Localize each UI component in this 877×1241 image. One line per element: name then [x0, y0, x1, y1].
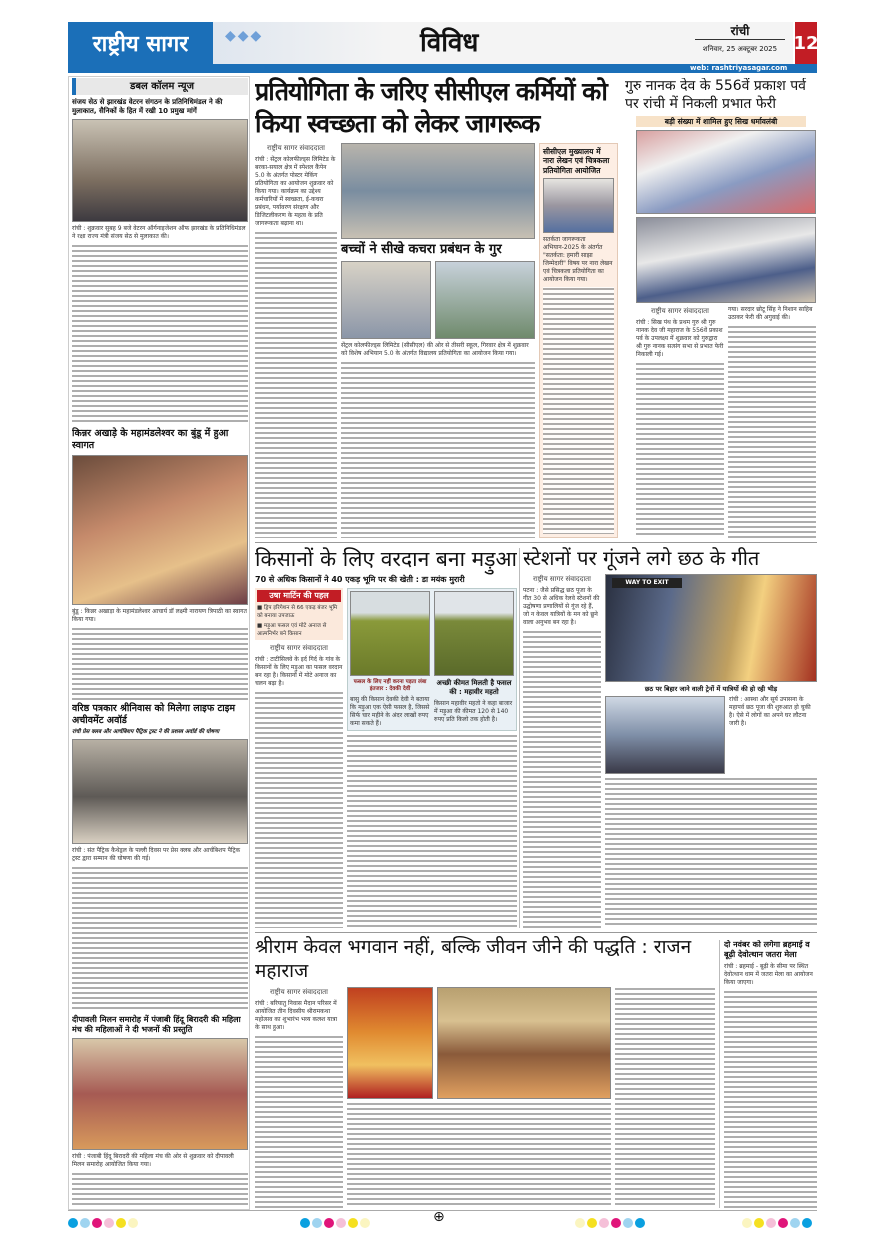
- story-body: [72, 627, 248, 700]
- light-yellow-dot: [742, 1218, 752, 1228]
- story-body: [72, 244, 248, 426]
- usha-martin-item: ■ ड्रिप इरिगेशन से 66 एकड़ बंजर भूमि को बनाया उपजाऊ: [257, 605, 338, 619]
- story-body: [728, 325, 816, 538]
- byline: राष्ट्रीय सागर संवाददाता: [267, 144, 325, 152]
- divider: [255, 932, 817, 933]
- station-photo: [605, 574, 817, 682]
- cyan-dot: [300, 1218, 310, 1228]
- section-title: विविध: [420, 28, 479, 58]
- chhath-box-row: [605, 696, 817, 774]
- kalash-yatra-photo: [437, 987, 611, 1099]
- chhath-headline: स्टेशनों पर गूंजने लगे छठ के गीत: [523, 546, 760, 570]
- rajan-maharaj-photo: [347, 987, 433, 1099]
- farmer-woman-photo: [350, 591, 430, 676]
- light-yellow-dot: [360, 1218, 370, 1228]
- procession-photo: [636, 130, 816, 214]
- story-lead: रांची : शुक्रवार सुबह 9 बजे वेटरन ऑर्गनाइजेशन ऑफ झारखंड के प्रतिनिधिमंडल ने रक्षा राज्य मंत्री संजय सेठ से मुलाकात की।: [72, 224, 246, 240]
- divider: [719, 940, 720, 1208]
- byline: राष्ट्रीय सागर संवाददाता: [533, 575, 591, 583]
- prakash-parv-columns: [636, 306, 817, 538]
- color-registration-dots: [68, 1213, 140, 1232]
- divider: [255, 542, 817, 543]
- chhath-text-column: [523, 574, 601, 928]
- center-photo-column: [341, 143, 535, 538]
- sub-lead: सेंट्रल कोलफील्ड्स लिमिटेड (सीसीएल) की ओर से तीसरी स्कूल, गिरवार क्षेत्र में शुक्रवार को विशेष अभियान 5.0 के अंतर्गत विद्यालय प्रतियोगिता का आयोजन किया गया।: [341, 342, 529, 358]
- light-magenta-dot: [599, 1218, 609, 1228]
- cyan-dot: [802, 1218, 812, 1228]
- color-registration-dots: [742, 1213, 814, 1232]
- sub-headline: बच्चों ने सीखे कचरा प्रबंधन के गुर: [341, 242, 502, 257]
- color-registration-dots: [300, 1213, 372, 1232]
- fair-stack: [724, 940, 817, 1208]
- sidebar-lead: सतर्कता जागरूकता अभियान-2025 के अंतर्गत "सतर्कता: हमारी साझा जिम्मेदारी" विषय पर नारा लेखन एवं चित्रकला प्रतियोगिता का आयोजन किया गया।: [543, 236, 613, 284]
- left-column-stack: [72, 78, 248, 1208]
- color-registration-dots: [575, 1213, 647, 1232]
- main-headline: प्रतियोगिता के जरिए सीसीएल कर्मियों को किया स्वच्छता को लेकर जागरूक: [255, 77, 607, 138]
- photo-with-caption: [350, 591, 430, 728]
- center-top-stack: [255, 76, 618, 538]
- story-body: [72, 1172, 248, 1208]
- byline: राष्ट्रीय सागर संवाददाता: [270, 644, 328, 653]
- story-lead: रांची : सिख पंथ के प्रथम गुरु श्री गुरु नानक देव जी महाराज के 556वें प्रकाश पर्व के उपलक्ष्य में शुक्रवार को गुरुद्वारा श्री गुरु नानक सत्संग सभा से प्रभात फेरी निकाली गई।: [636, 319, 724, 359]
- light-cyan-dot: [623, 1218, 633, 1228]
- ramkatha-headline: श्रीराम केवल भगवान नहीं, बल्कि जीवन जीने की पद्धति : राजन महाराज: [255, 936, 692, 982]
- story-lead: बुंडू : किन्नर अखाड़ा के महामंडलेश्वर आचार्य डॉ लक्ष्मी नारायण त्रिपाठी का स्वागत किया गया।: [72, 607, 247, 623]
- chhath-columns: [523, 574, 817, 928]
- ccl-meeting-photo: [341, 143, 535, 239]
- usha-martin-title: उषा मार्टिन की पहल: [257, 590, 341, 602]
- farm-body-2: [347, 734, 517, 928]
- decorative-dots-icon: ◆◆◆: [225, 28, 264, 44]
- story-headline: किन्नर अखाड़े के महामंडलेश्वर का बुंडू में हुआ स्वागत: [72, 428, 229, 452]
- light-magenta-dot: [766, 1218, 776, 1228]
- ramkatha-lead: रांची : बरियातु निवास मैदान परिसर में आयोजित तीन दिवसीय श्रीरामकथा महोत्सव का शुभारंभ भव्य कलश यात्रा के साथ हुआ।: [255, 999, 338, 1031]
- ramkatha-photos: [347, 987, 611, 1099]
- light-yellow-dot: [575, 1218, 585, 1228]
- divider: [519, 548, 520, 928]
- yellow-dot: [348, 1218, 358, 1228]
- page-number: 12: [795, 22, 817, 64]
- train-crowd-photo: [605, 696, 725, 774]
- ramkatha-body-2: [347, 1102, 611, 1209]
- story-body: [72, 866, 248, 1011]
- farm-lead: रांची : टाटीसिलवे के इर्द गिर्द के गांव के किसानों के लिए मड़ुआ का फसल वरदान बन रहा है। किसानों में मोटे अनाज का चलन बढ़ा है।: [255, 656, 343, 688]
- magenta-dot: [778, 1218, 788, 1228]
- chhath-photo-column: [605, 574, 817, 928]
- story-lead: रांची : संत पैट्रिक कैथेड्रल के पल्ली दिवस पर प्रेस क्लब और आर्चबिशप पैट्रिक ट्रस्ट द्वारा सम्मान की घोषणा की गई।: [72, 847, 241, 863]
- caption-1: फसल के लिए नहीं करना पड़ता लंबा इंतजार : देवकी देवी: [353, 679, 427, 693]
- chhath-box-lead: रांची : आस्था और सूर्य उपासना के महापर्व छठ पूजा की शुरुआत हो चुकी है। ऐसे में लोगों का अपने घर लौटना जारी है।: [729, 696, 811, 728]
- ramkatha-stack: [255, 936, 715, 1208]
- procession-photo-2: [636, 217, 816, 303]
- edition-date: शनिवार, 25 अक्टूबर 2025: [702, 45, 778, 53]
- byline: राष्ट्रीय सागर संवाददाता: [270, 987, 328, 996]
- magenta-dot: [611, 1218, 621, 1228]
- light-yellow-dot: [128, 1218, 138, 1228]
- yellow-dot: [754, 1218, 764, 1228]
- story-body: [636, 362, 724, 538]
- yellow-dot: [587, 1218, 597, 1228]
- story-lead-2: गया। सरदार छोटू सिंह ने निशान साहिब उठाकर फेरी की अगुवाई की।: [728, 306, 813, 322]
- right-top-stack: [625, 78, 817, 538]
- children-photos: [341, 261, 535, 339]
- award-photo: [72, 739, 248, 844]
- kinnar-akhada-photo: [72, 455, 248, 605]
- chhath-box-body: [605, 777, 817, 928]
- prakash-parv-headline: गुरु नानक देव के 556वें प्रकाश पर्व पर रांची में निकली प्रभात फेरी: [625, 78, 806, 112]
- train-crowd-image: [606, 697, 724, 773]
- farm-subheadline: 70 से अधिक किसानों ने 40 एकड़ भूमि पर की खेती : डा मयंक मुरारी: [255, 575, 465, 585]
- farm-columns: [255, 588, 517, 928]
- sidebar-headline: सीसीएल मुख्यालय में नारा लेखन एवं चित्रकला प्रतियोगिता आयोजित: [543, 147, 610, 175]
- prakash-parv-subheadline: बड़ी संख्या में शामिल हुए सिख धर्मावलंबी: [636, 116, 806, 127]
- story-headline: दीपावली मिलन समारोह में पंजाबी हिंदू बिरादरी की महिला मंच की महिलाओं ने दी भजनों की प्रस्तुति: [72, 1014, 241, 1034]
- chhath-box-headline: छठ पर बिहार जाने वाली ट्रेनों में यात्रियों की हो रही भीड़: [644, 685, 778, 693]
- women-forum-photo: [72, 1038, 248, 1150]
- competition-photo: [543, 178, 614, 233]
- photo-with-caption: [434, 591, 514, 728]
- ramkatha-columns: [255, 987, 715, 1209]
- website-link[interactable]: web: rashtriyasagar.com: [690, 64, 788, 72]
- sidebar-box: [539, 143, 618, 538]
- item-text: ड्रिप इरिगेशन से 66 एकड़ बंजर भूमि को बनाया उपजाऊ: [257, 605, 338, 619]
- usha-martin-item: ■ मड़ुआ फसल एवं मोटे अनाज से आत्मनिर्भर बने किसान: [257, 623, 327, 637]
- fair-lead: रांची : ब्रहमाई - बूढ़ी के सीमा पर स्थित देवोत्थान धाम में जतरा मेला का आयोजन किया जाएगा।: [724, 963, 813, 986]
- light-magenta-dot: [104, 1218, 114, 1228]
- ramkatha-text-column-3: [615, 987, 715, 1209]
- farm-text-column: [255, 588, 343, 928]
- ramkatha-photo-column: [347, 987, 611, 1209]
- light-magenta-dot: [336, 1218, 346, 1228]
- chhath-lead: पटना : जैसे प्रसिद्ध छठ पूजा के गीत 30 से अधिक रेलवे स्टेशनों की उद्घोषणा प्रणालियों से गूंज रहे हैं, जो न केवल यात्रियों के मन को छूने वाला अनुभव बन रहा है।: [523, 587, 600, 626]
- light-cyan-dot: [790, 1218, 800, 1228]
- fair-headline: दो नवंबर को लगेगा ब्रहमाई व बूढ़ी देवोत्थान जतरा मेला: [724, 940, 810, 959]
- exit-sign: WAY TO EXIT: [612, 578, 682, 588]
- ramkatha-text-column: [255, 987, 343, 1209]
- children-photo: [341, 261, 431, 339]
- farmer-man-photo: [434, 591, 514, 676]
- farm-photo-box: [347, 588, 517, 731]
- farm-stack: [255, 546, 517, 928]
- cyan-dot: [635, 1218, 645, 1228]
- double-column-label: डबल कॉलम न्यूज: [72, 78, 248, 95]
- magenta-dot: [92, 1218, 102, 1228]
- usha-martin-box: [255, 588, 343, 640]
- story-lead: रांची : पंजाबी हिंदू बिरादरी की महिला मंच की ओर से शुक्रवार को दीपावली मिलन समारोह आयोजित किया गया।: [72, 1152, 234, 1168]
- ramkatha-body-3: [615, 987, 715, 1209]
- magenta-dot: [324, 1218, 334, 1228]
- fair-body: [724, 990, 817, 1208]
- story-headline: वरिष्ठ पत्रकार श्रीनिवास को मिलेगा लाइफ टाइम अचीवमेंट अवॉर्ड: [72, 702, 236, 726]
- sidebar-body: [543, 287, 614, 534]
- light-cyan-dot: [312, 1218, 322, 1228]
- center-top-columns: [255, 143, 618, 538]
- cyan-dot: [68, 1218, 78, 1228]
- caption-1-text: बासु की किसान देवकी देवी ने बताया कि मड़ुआ एक ऐसी फसल है, जिससे सिर्फ चार महीने के अंदर लाखों रुपए कमा सकते हैं।: [350, 696, 430, 727]
- chhath-body: [523, 630, 601, 928]
- farm-photo-column: [347, 588, 517, 928]
- registration-crosshair-icon: ⊕: [433, 1209, 445, 1225]
- caption-2: अच्छी कीमत मिलती है फसल की : महावीर महतो: [436, 679, 512, 696]
- story-body: [255, 231, 337, 538]
- text-column: [728, 306, 816, 538]
- story-headline: संजय सेठ से झारखंड वेटरन संगठन के प्रतिनिधिमंडल ने की मुलाकात, सैनिकों के हित में रखी 10 प्रमुख मांगें: [72, 98, 223, 115]
- text-column: [636, 306, 724, 538]
- story-lead: रांची : सेंट्रल कोलफील्ड्स लिमिटेड के बरका-सयाल क्षेत्र में स्पेशल कैंपेन 5.0 के अंतर्गत पोस्टर मेकिंग प्रतियोगिता का आयोजन शुक्रवार को किया गया। कार्यक्रम का उद्देश्य कर्मचारियों में स्वच्छता, ई-कचरा प्रबंधन, पर्यावरण संरक्षण और डिजिटलीकरण के महत्व के प्रति जागरूकता बढ़ाना था।: [255, 156, 336, 227]
- caption-2-text: किसान महावीर महतो ने कहा बाजार में मड़ुआ की कीमत 120 से 140 रुपए प्रति किलो तक होती है।: [434, 699, 513, 723]
- center-text-column: [255, 143, 337, 538]
- item-text: मड़ुआ फसल एवं मोटे अनाज से आत्मनिर्भर बने किसान: [257, 623, 327, 637]
- veterans-photo: [72, 119, 248, 222]
- farm-body: [255, 691, 343, 928]
- edition-city: रांची: [695, 23, 785, 40]
- story-subheadline: रांची प्रेस क्लब और आर्चबिशप पैट्रिक ट्रस्ट ने की प्रशस्त्र अवॉर्ड की घोषणा: [72, 729, 220, 736]
- yellow-dot: [116, 1218, 126, 1228]
- ramkatha-body: [255, 1035, 343, 1209]
- chhath-stack: [523, 546, 817, 928]
- byline: राष्ट्रीय सागर संवाददाता: [651, 307, 709, 316]
- children-photo-2: [435, 261, 535, 339]
- light-cyan-dot: [80, 1218, 90, 1228]
- sub-body: [341, 361, 535, 538]
- masthead-logo: राष्ट्रीय सागर: [68, 22, 213, 64]
- farm-headline: किसानों के लिए वरदान बना मड़ुआ: [255, 547, 517, 571]
